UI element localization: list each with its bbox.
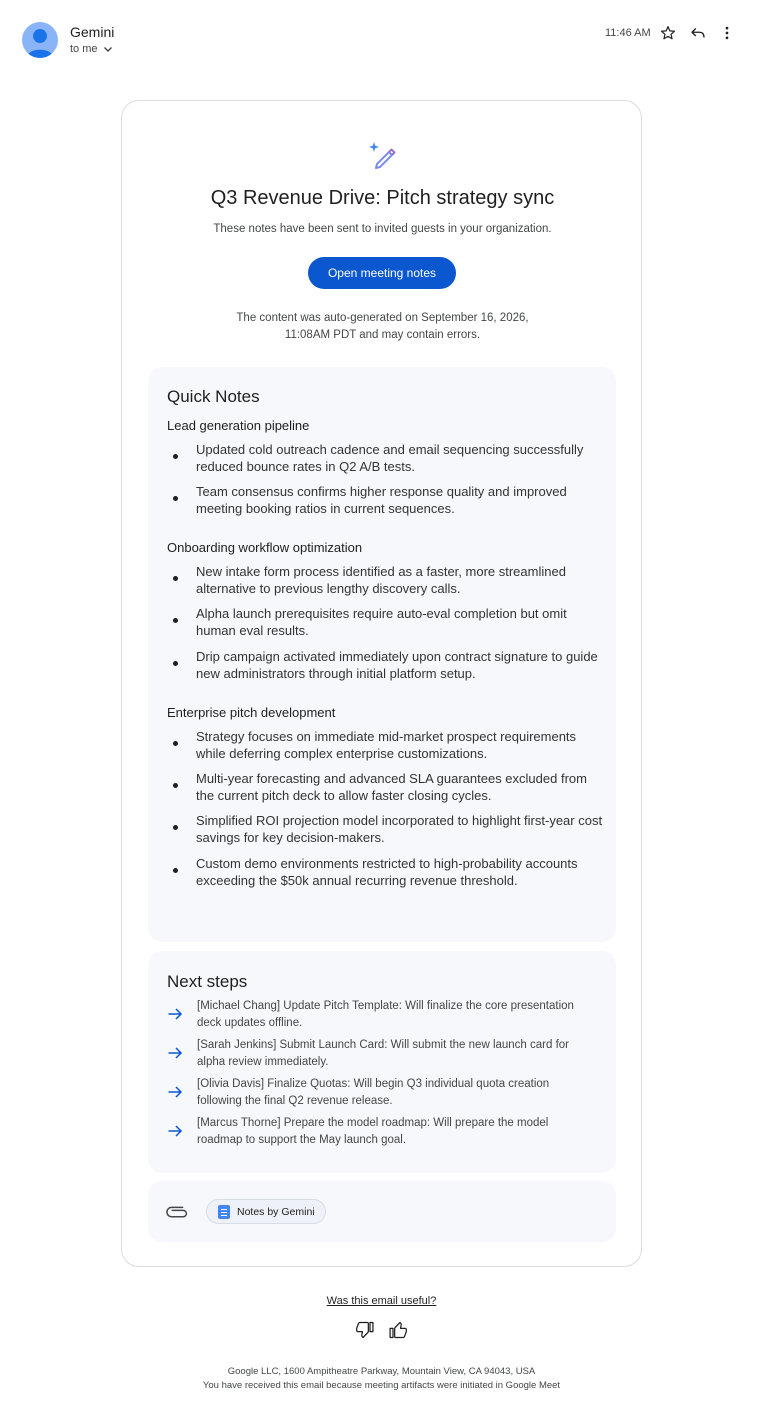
section-title: Onboarding workflow optimization: [167, 540, 363, 555]
reply-icon: [689, 24, 707, 42]
feedback-prompt: [0, 1295, 763, 1307]
section-title: Enterprise pitch development: [167, 705, 336, 720]
bullet-dot: [173, 783, 178, 788]
reply-button[interactable]: [688, 23, 708, 43]
email-time: 11:46 AM: [605, 27, 651, 39]
gemini-sparkle-pen-icon: [367, 139, 399, 171]
feedback-link[interactable]: Was this email useful?: [326, 1295, 437, 1307]
open-meeting-notes-button[interactable]: Open meeting notes: [308, 257, 456, 289]
star-button[interactable]: [658, 23, 678, 43]
action-item-text: [Sarah Jenkins] Submit Launch Card: Will submit the new launch card for alpha review immediately.: [197, 1039, 570, 1068]
attachments-panel: [148, 1181, 616, 1242]
bullet-dot: [173, 868, 178, 873]
arrow-right-icon: [167, 1123, 183, 1139]
autogen-disclaimer: [202, 310, 563, 344]
bullet-text: Strategy focuses on immediate mid-market prospect requirements while deferring complex enterprise customizations.: [196, 729, 577, 761]
action-item-text: [Marcus Thorne] Prepare the model roadmap: Will prepare the model roadmap to support the May launch goal.: [197, 1117, 549, 1146]
next-steps-heading: Next steps: [167, 972, 248, 991]
meeting-notes-card: [121, 100, 642, 1267]
action-item-text: [Olivia Davis] Finalize Quotas: Will begin Q3 individual quota creation following the final Q2 revenue release.: [197, 1078, 550, 1107]
footer-reason: You have received this email because meeting artifacts were initiated in Google Meet: [202, 1380, 561, 1391]
bullet-dot: [173, 661, 178, 666]
bullet-text: Simplified ROI projection model incorporated to highlight first-year cost savings for key decision-makers.: [196, 813, 603, 845]
next-steps-panel: [148, 951, 616, 1173]
bullet-dot: [173, 496, 178, 501]
attachment-icon: [166, 1201, 188, 1223]
bullet-text: Updated cold outreach cadence and email sequencing successfully reduced bounce rates in Q2 A/B tests.: [196, 442, 584, 474]
bullet-text: Team consensus confirms higher response quality and improved meeting booking ratios in current sequences.: [196, 484, 567, 516]
sender-avatar[interactable]: [22, 22, 58, 58]
meeting-title: Q3 Revenue Drive: Pitch strategy sync: [210, 187, 555, 209]
section-title: Lead generation pipeline: [167, 418, 310, 433]
thumb-down-icon[interactable]: [355, 1320, 375, 1340]
autogen-line-2: 11:08AM PDT and may contain errors.: [284, 329, 481, 341]
bullet-dot: [173, 618, 178, 623]
email-header: [0, 0, 763, 70]
action-item-text: [Michael Chang] Update Pitch Template: Will finalize the core presentation deck updates offline.: [197, 1000, 574, 1029]
thumb-up-icon[interactable]: [388, 1320, 408, 1340]
more-vert-icon: [718, 24, 736, 42]
bullet-text: Multi-year forecasting and advanced SLA guarantees excluded from the current pitch deck to allow faster closing cycles.: [196, 771, 587, 803]
bullet-text: Drip campaign activated immediately upon contract signature to guide new administrators through initial platform setup.: [196, 649, 598, 681]
star-icon: [659, 24, 677, 42]
meeting-subtitle: These notes have been sent to invited guests in your organization.: [213, 223, 552, 235]
chevron-down-icon: [102, 43, 114, 55]
person-icon: [22, 22, 58, 58]
arrow-right-icon: [167, 1045, 183, 1061]
bullet-dot: [173, 825, 178, 830]
arrow-right-icon: [167, 1006, 183, 1022]
bullet-text: Alpha launch prerequisites require auto-eval completion but omit human eval results.: [196, 606, 567, 638]
more-options-button[interactable]: [717, 23, 737, 43]
quick-notes-panel: [148, 367, 616, 942]
attachment-label: Notes by Gemini: [237, 1205, 315, 1218]
notes-by-gemini-attachment[interactable]: [206, 1199, 326, 1224]
bullet-dot: [173, 576, 178, 581]
bullet-text: Custom demo environments restricted to high-probability accounts exceeding the $50k annual recurring revenue threshold.: [196, 856, 578, 888]
sender-name: Gemini: [70, 24, 115, 40]
quick-notes-heading: Quick Notes: [167, 387, 260, 406]
google-docs-icon: [218, 1205, 230, 1219]
recipient-label: to me: [70, 43, 98, 55]
arrow-right-icon: [167, 1084, 183, 1100]
recipient-details-toggle[interactable]: [70, 43, 114, 55]
bullet-dot: [173, 454, 178, 459]
autogen-line-1: The content was auto-generated on September 16, 2026,: [236, 312, 529, 324]
bullet-text: New intake form process identified as a faster, more streamlined alternative to previous lengthy discovery calls.: [196, 564, 566, 596]
footer-address: Google LLC, 1600 Ampitheatre Parkway, Mountain View, CA 94043, USA: [227, 1366, 536, 1377]
bullet-dot: [173, 741, 178, 746]
